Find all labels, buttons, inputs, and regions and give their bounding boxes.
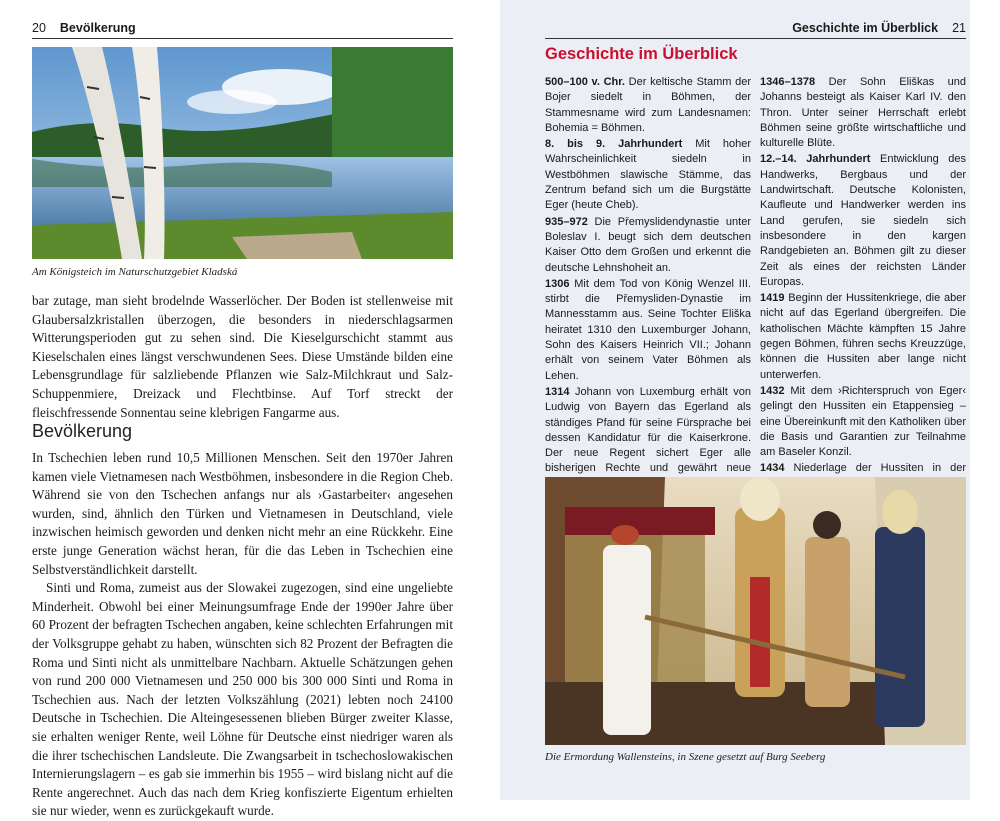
- right-header-title: Geschichte im Überblick: [792, 21, 939, 35]
- entry-text: Die Přemyslidendynastie unter Boleslav I. beugt sich dem deutschen Kaiser Otto dem Großen und erkennt die deutsche Lehnshoheit an.: [545, 215, 751, 274]
- timeline-entry: [760, 384, 966, 460]
- entry-year: 1346–1378: [760, 76, 816, 88]
- left-page-number: 20: [32, 21, 46, 35]
- lake-photo: [32, 47, 453, 259]
- timeline-entry: [545, 137, 751, 213]
- timeline-column-a: [545, 75, 751, 539]
- intro-paragraph: bar zutage, man sieht brodelnde Wasserlöcher. Der Boden ist stellenweise mit Glaubersalzkristallen überzogen, die besonders in niederschlagsarmen Witterungsperioden gut zu sehen sind. Die Kieselgurschicht stammt aus Kieselschalen eines längst verschwundenen Sees. Diese Umstände bilden eine Lebensgrundlage für salzliebende Pflanzen wie Salz-Milchkraut und Salz-Schuppenmiere, Dreizack und Flechtbinse. Auf Torf streckt der fleischfressende Sonnentau seine klebrigen Fangarme aus.: [32, 293, 453, 420]
- left-header-title: Bevölkerung: [59, 21, 136, 35]
- entry-year: 8. bis 9. Jahrhundert: [545, 138, 683, 151]
- lake-photo-caption: Am Königsteich im Naturschutzgebiet Kladská: [32, 266, 238, 278]
- entry-year: 500–100 v. Chr.: [545, 76, 625, 88]
- body-paragraph: Sinti und Roma, zumeist aus der Slowakei zugezogen, sind eine ungeliebte Minderheit. Obwohl bei einer Meinungsumfrage Ende der 1990er Jahre über 60 Prozent der befragten Tschechen angaben, keine schlechten Erfahrungen mit der Volksgruppe gehabt zu haben, wünschten sich 82 Prozent der Befragten die Roma und Sinti nicht als unmittelbare Nachbarn. Aktuelle Schätzungen gehen von rund 200 000 Vietnamesen und 250 000 bis 300 000 Sinti und Roma in Tschechien aus. Nach der letzten Volkszählung (2021) lebten noch 24100 Deutsche in Tschechien. Die Alteingesessenen blieben Bürger zweiter Klasse, sie erhalten weniger Rente, weil Löhne für Deutsche einst niedriger waren als die ihrer tschechischen Landsleute. Die Zwangsarbeit in tschechoslowakischen Internierungslagern – es gab sie immerhin bis 1955 – wird bislang nicht auf die Rente angerechnet. Auch das nach dem Krieg konfiszierte Eigentum erhielten sie nur wieder, wenn es zurückgekauft wurde.: [32, 580, 453, 819]
- entry-text: Mit dem ›Richterspruch von Eger‹ gelingt den Hussiten ein Etappensieg – eine Übereinkunft mit den Katholiken über die Basis und Garantien zur Teilnahme am Baseler Konzil.: [760, 384, 966, 459]
- entry-year: 1314: [545, 385, 570, 398]
- wallenstein-scene-photo: [545, 477, 966, 745]
- entry-text: Johann von Luxemburg erhält von Ludwig von Bayern das Egerland als ständiges Pfand für seine Fürsprache bei dessen Kandidatur für die Kaiserkrone. Der neue Regent sichert Eger alle bisherigen Rechte und gewährt neue: [545, 385, 751, 475]
- entry-text: Niederlage der Hussiten in der: [793, 462, 966, 475]
- left-running-header: [32, 21, 453, 39]
- entry-text: Mit hoher Wahrscheinlichkeit siedeln in Westböhmen slawische Stämme, das Zentrum befand sich um die Burgstätte Eger (heute Cheb).: [545, 138, 751, 212]
- timeline-title: Geschichte im Überblick: [545, 45, 738, 63]
- intro-text: [32, 292, 453, 422]
- entry-text: Der keltische Stamm der Bojer siedelt in Böhmen, der Stammesname wird zum Landesnamen: Bohemia = Böhmen.: [545, 76, 752, 134]
- timeline-entry: [760, 291, 966, 383]
- timeline-entry: [760, 75, 966, 151]
- entry-year: 1306: [545, 277, 570, 290]
- entry-year: 1432: [760, 384, 785, 397]
- section-heading: Bevölkerung: [32, 421, 133, 441]
- entry-text: Mit dem Tod von König Wenzel III. stirbt die Přemysliden-Dynastie im Mannesstamm aus. Seine Tochter Eliška heiratet 1310 den Luxemburger Johann, Sohn des Kaisers Heinrich VII.; Johann erhält von seinem Vater Böhmen als Lehen.: [545, 277, 751, 382]
- entry-year: 1434: [760, 462, 785, 475]
- entry-year: 1419: [760, 292, 785, 305]
- left-page: [0, 0, 499, 819]
- entry-year: 935–972: [545, 215, 588, 228]
- right-running-header: [545, 21, 966, 39]
- entry-year: 12.–14. Jahrhundert: [760, 153, 871, 166]
- entry-text: Der Sohn Eliškas und Johanns besteigt als Kaiser Karl IV. den Thron. Unter seiner Herrschaft erlebt Böhmen seine größte wirtschaftliche und kulturelle Blüte.: [760, 76, 967, 150]
- entry-text: Entwicklung des Handwerks, Bergbaus und der Landwirtschaft. Deutsche Kolonisten, Kaufleute und Handwerker werden ins Land gerufen, sie siedeln sich insbesondere in den kargen Randgebieten an. Böhmen gilt zu dieser Zeit als eines der reichsten Länder Europas.: [760, 153, 966, 288]
- timeline-entry: [545, 277, 751, 384]
- page-margin: [970, 0, 1000, 800]
- population-text: [32, 449, 453, 821]
- right-page-number: 21: [952, 21, 966, 35]
- timeline-entry: [545, 215, 751, 276]
- wallenstein-photo-caption: Die Ermordung Wallensteins, in Szene gesetzt auf Burg Seeberg: [545, 751, 826, 763]
- timeline-entry: [760, 152, 966, 290]
- timeline-entry: [545, 75, 751, 136]
- entry-text: Beginn der Hussitenkriege, die aber nicht auf das Egerland übergreifen. Die katholischen Mächte kämpften 15 Jahre gegen Böhmen, führen sechs Kreuzzüge, können die Hussiten aber lange nicht unterwerfen.: [760, 292, 966, 381]
- timeline-column-b: [760, 75, 966, 540]
- body-paragraph: In Tschechien leben rund 10,5 Millionen Menschen. Seit den 1970er Jahren kamen viele Vietnamesen nach Westböhmen, insbesondere in die Region Cheb. Während sie von den Tschechen anfangs nur als ›Gastarbeiter‹ angesehen wurden, sind, ähnlich den Türken und Vietnamesen in Deutschland, viele inzwischen heimisch geworden und denken nicht mehr an eine Rückkehr. Eine erste junge Generation wächst heran, für die das Leben in Tschechien eine Selbstverständlichkeit darstellt.: [32, 450, 453, 577]
